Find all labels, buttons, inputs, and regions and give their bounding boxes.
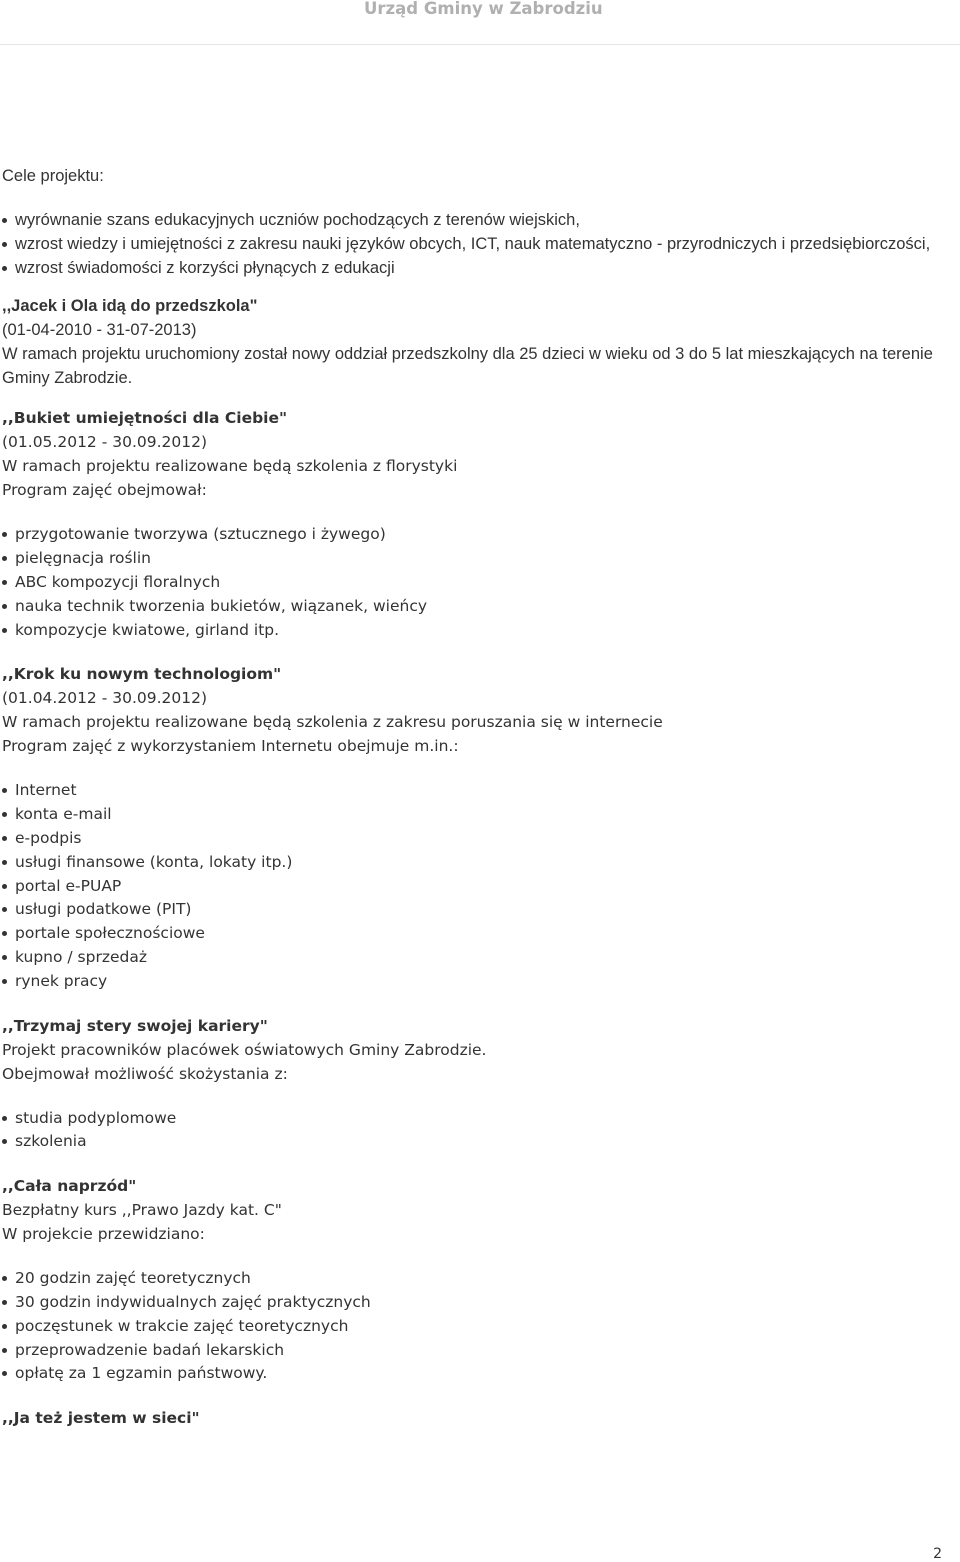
project-description: W ramach projektu uruchomiony został nowy oddział przedszkolny dla 25 dzieci w wieku od 3 do 5 lat mieszkających na terenie Gminy Zabrodzie.	[2, 345, 933, 388]
list-item: wzrost wiedzy i umiejętności z zakresu nauki języków obcych, ICT, nauk matematyczno - przyrodniczych i przedsiębiorczości,	[2, 233, 952, 257]
goals-title: Cele projektu:	[2, 167, 104, 185]
list-item: poczęstunek w trakcie zajęć teoretycznych	[2, 1315, 952, 1339]
project-items-list	[2, 779, 952, 993]
project-program: Obejmował możliwość skożystania z:	[2, 1064, 288, 1083]
project-description: Projekt pracowników placówek oświatowych Gminy Zabrodzie.	[2, 1040, 487, 1059]
list-item: 30 godzin indywidualnych zajęć praktycznych	[2, 1291, 952, 1315]
project-items-list	[2, 1107, 952, 1155]
project-program: Program zajęć z wykorzystaniem Internetu obejmuje m.in.:	[2, 737, 459, 756]
project-title: ,,Jacek i Ola idą do przedszkola"	[2, 297, 258, 316]
list-item: pielęgnacja roślin	[2, 547, 952, 571]
list-item: usługi finansowe (konta, lokaty itp.)	[2, 851, 952, 875]
project-description: W ramach projektu realizowane będą szkolenia z florystyki	[2, 457, 458, 476]
list-item: Internet	[2, 779, 952, 803]
project-description: W ramach projektu realizowane będą szkolenia z zakresu poruszania się w internecie	[2, 713, 663, 732]
project-dates: (01-04-2010 - 31-07-2013)	[2, 321, 197, 340]
list-item: szkolenia	[2, 1130, 952, 1154]
project-title: ,,Krok ku nowym technologiom"	[2, 665, 282, 684]
list-item: usługi podatkowe (PIT)	[2, 898, 952, 922]
list-item: nauka technik tworzenia bukietów, wiązanek, wieńcy	[2, 595, 952, 619]
list-item: przeprowadzenie badań lekarskich	[2, 1339, 952, 1363]
project-title: ,,Cała naprzód"	[2, 1177, 137, 1196]
project-title: ,,Bukiet umiejętności dla Ciebie"	[2, 409, 288, 428]
project-program: Program zajęć obejmował:	[2, 481, 207, 500]
list-item: e-podpis	[2, 827, 952, 851]
list-item: portale społecznościowe	[2, 922, 952, 946]
site-title: Urząd Gminy w Zabrodziu	[364, 0, 603, 18]
project-dates: (01.05.2012 - 30.09.2012)	[2, 433, 208, 452]
project-items-list	[2, 523, 952, 642]
list-item: kupno / sprzedaż	[2, 946, 952, 970]
project-description: Bezpłatny kurs ,,Prawo Jazdy kat. C"	[2, 1201, 282, 1220]
list-item: konta e-mail	[2, 803, 952, 827]
list-item: wyrównanie szans edukacyjnych uczniów pochodzących z terenów wiejskich,	[2, 209, 952, 233]
project-dates: (01.04.2012 - 30.09.2012)	[2, 689, 208, 708]
goals-list	[2, 209, 952, 280]
list-item: portal e-PUAP	[2, 875, 952, 899]
list-item: rynek pracy	[2, 970, 952, 994]
page-header	[0, 0, 960, 45]
list-item: studia podyplomowe	[2, 1107, 952, 1131]
list-item: kompozycje kwiatowe, girland itp.	[2, 619, 952, 643]
project-items-list	[2, 1267, 952, 1386]
document-content	[2, 164, 952, 1430]
project-title: ,,Trzymaj stery swojej kariery"	[2, 1016, 268, 1035]
list-item: wzrost świadomości z korzyści płynących z edukacji	[2, 257, 952, 281]
project-program: W projekcie przewidziano:	[2, 1225, 205, 1244]
list-item: 20 godzin zajęć teoretycznych	[2, 1267, 952, 1291]
list-item: opłatę za 1 egzamin państwowy.	[2, 1362, 952, 1386]
list-item: przygotowanie tworzywa (sztucznego i żywego)	[2, 523, 952, 547]
list-item: ABC kompozycji floralnych	[2, 571, 952, 595]
project-title: ,,Ja też jestem w sieci"	[2, 1409, 200, 1428]
page-number: 2	[933, 1546, 942, 1562]
